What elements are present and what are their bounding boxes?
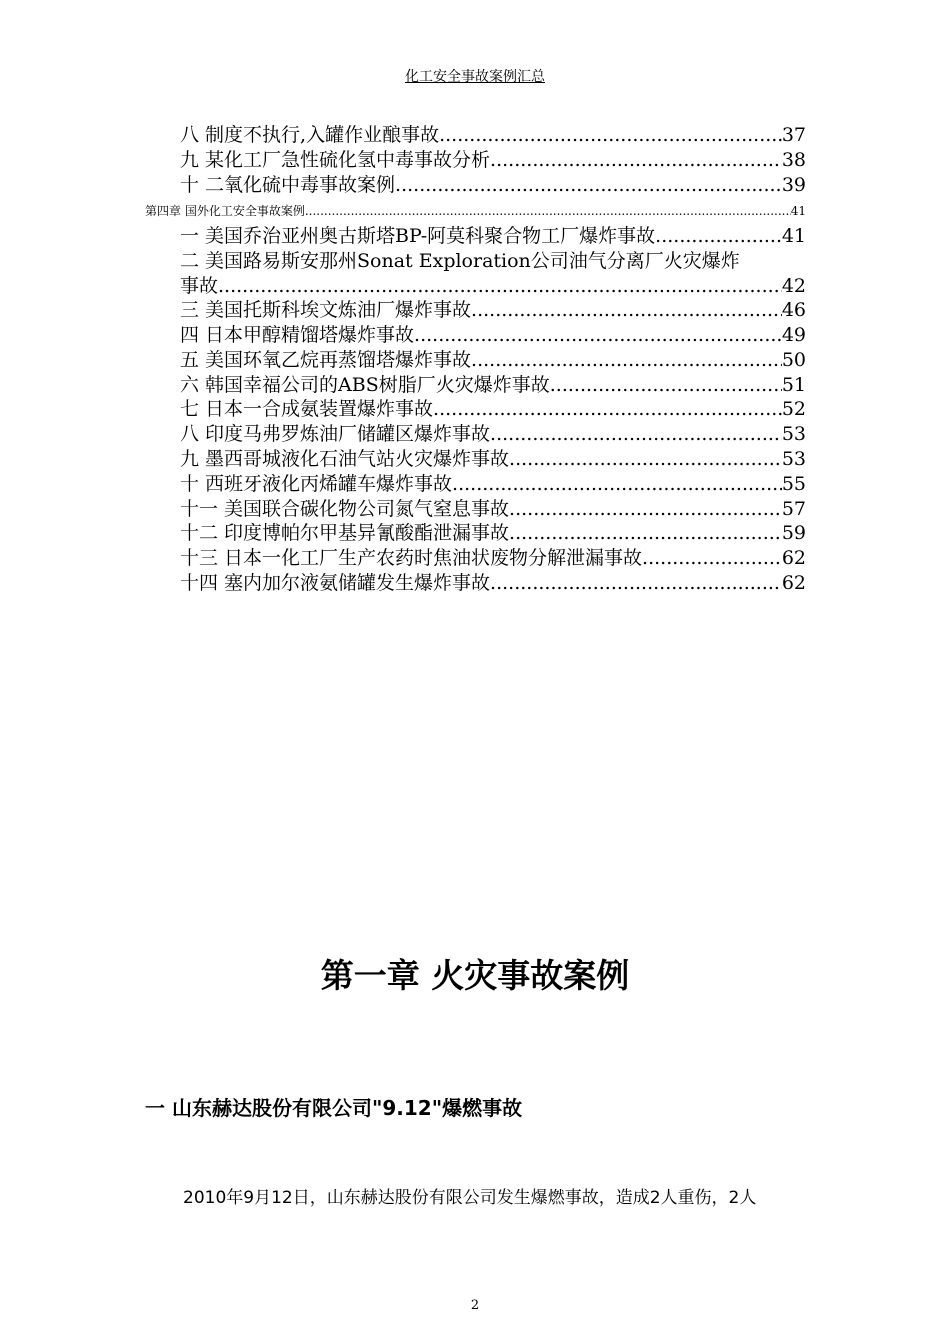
toc-entry[interactable] (180, 497, 806, 522)
toc-leader (550, 373, 782, 398)
toc-entry-text: 十一 美国联合碳化物公司氮气窒息事故 (180, 498, 510, 520)
toc-entry-text: 五 美国环氧乙烷再蒸馏塔爆炸事故 (180, 349, 472, 371)
toc-entry-page: 51 (781, 374, 806, 396)
toc-entry[interactable] (180, 472, 806, 497)
toc-leader (218, 274, 782, 299)
toc-entry[interactable] (180, 123, 806, 148)
toc-entry-text: 四 日本甲醇精馏塔爆炸事故 (180, 324, 415, 346)
toc-entry[interactable] (180, 348, 806, 373)
toc-leader (471, 298, 782, 323)
toc-entry-page: 37 (781, 124, 806, 146)
toc-entry[interactable] (180, 173, 806, 198)
toc-entry[interactable] (180, 224, 806, 249)
toc-entry-page: 38 (781, 149, 806, 171)
toc-leader (509, 497, 782, 522)
toc-entry-page: 39 (781, 174, 806, 196)
toc-entry-page: 42 (781, 275, 806, 297)
toc-entry-text: 一 美国乔治亚州奥古斯塔BP-阿莫科聚合物工厂爆炸事故 (180, 225, 656, 247)
toc-entry[interactable] (180, 447, 806, 472)
toc-entry-text: 十四 塞内加尔液氨储罐发生爆炸事故 (180, 572, 491, 594)
toc-entry-text: 八 印度马弗罗炼油厂储罐区爆炸事故 (180, 423, 491, 445)
toc-entry-page: 53 (781, 423, 806, 445)
toc-leader (471, 348, 782, 373)
toc-entry-page: 59 (781, 522, 806, 544)
toc-entry[interactable] (180, 323, 806, 348)
toc-leader (433, 397, 782, 422)
toc-entry-text: 第四章 国外化工安全事故案例 (145, 204, 305, 218)
toc-leader (490, 571, 782, 596)
toc-entry-text: 九 墨西哥城液化石油气站火灾爆炸事故 (180, 448, 510, 470)
toc-leader (305, 203, 791, 219)
toc-entry-page: 62 (781, 572, 806, 594)
toc-entry-page: 53 (781, 448, 806, 470)
toc-leader (490, 148, 782, 173)
toc-leader (655, 224, 782, 249)
toc-entry-text: 九 某化工厂急性硫化氢中毒事故分析 (180, 149, 491, 171)
toc-entry-page: 55 (781, 473, 806, 495)
toc-entry-page: 46 (781, 299, 806, 321)
toc-entry-text: 八 制度不执行,入罐作业酿事故 (180, 124, 440, 146)
toc-entry[interactable] (180, 571, 806, 596)
toc-entry-line2[interactable] (180, 274, 806, 299)
toc-entry-text: 十三 日本一化工厂生产农药时焦油状废物分解泄漏事故 (180, 547, 643, 569)
toc-entry[interactable] (180, 298, 806, 323)
toc-entry-text: 七 日本一合成氨装置爆炸事故 (180, 398, 434, 420)
toc-entry-page: 50 (781, 349, 806, 371)
page-number: 2 (470, 1298, 480, 1313)
toc-entry-page: 52 (781, 398, 806, 420)
toc-leader (490, 422, 782, 447)
toc-entry[interactable] (180, 521, 806, 546)
toc-entry-text: 二 美国路易斯安那州Sonat Exploration公司油气分离厂火灾爆炸 (180, 250, 740, 272)
toc-entry-page: 62 (781, 547, 806, 569)
toc-entry-text: 六 韩国幸福公司的ABS树脂厂火灾爆炸事故 (180, 374, 550, 396)
chapter-title: 第一章 火灾事故案例 (320, 956, 630, 995)
toc-leader (509, 447, 782, 472)
toc-leader (414, 323, 782, 348)
toc-entry-text: 三 美国托斯科埃文炼油厂爆炸事故 (180, 299, 472, 321)
toc-leader (395, 173, 782, 198)
toc-leader (642, 546, 782, 571)
toc-entry[interactable] (180, 148, 806, 173)
toc-entry-page: 41 (781, 225, 806, 247)
page-header (0, 66, 950, 86)
toc-entry-text: 十 二氧化硫中毒事故案例 (180, 174, 396, 196)
toc-leader (509, 521, 782, 546)
toc-leader (452, 472, 782, 497)
toc-entry-page: 41 (790, 204, 806, 218)
toc-entry[interactable] (180, 422, 806, 447)
section-title: 一 山东赫达股份有限公司"9.12"爆燃事故 (145, 1096, 523, 1120)
toc-entry-text: 十二 印度博帕尔甲基异氰酸酯泄漏事故 (180, 522, 510, 544)
toc-entry[interactable] (180, 546, 806, 571)
toc-entry-page: 49 (781, 324, 806, 346)
toc-entry-text-cont: 事故 (180, 275, 219, 297)
toc-leader (439, 123, 782, 148)
header-title: 化工安全事故案例汇总 (405, 69, 545, 85)
toc-chapter-entry[interactable] (145, 203, 806, 219)
toc-entry-page: 57 (781, 498, 806, 520)
body-paragraph: 2010年9月12日，山东赫达股份有限公司发生爆燃事故，造成2人重伤，2人 (183, 1188, 757, 1208)
toc-entry[interactable] (180, 373, 806, 398)
toc-entry-text: 十 西班牙液化丙烯罐车爆炸事故 (180, 473, 453, 495)
toc-entry[interactable] (180, 397, 806, 422)
toc-entry-line1[interactable] (180, 249, 806, 274)
